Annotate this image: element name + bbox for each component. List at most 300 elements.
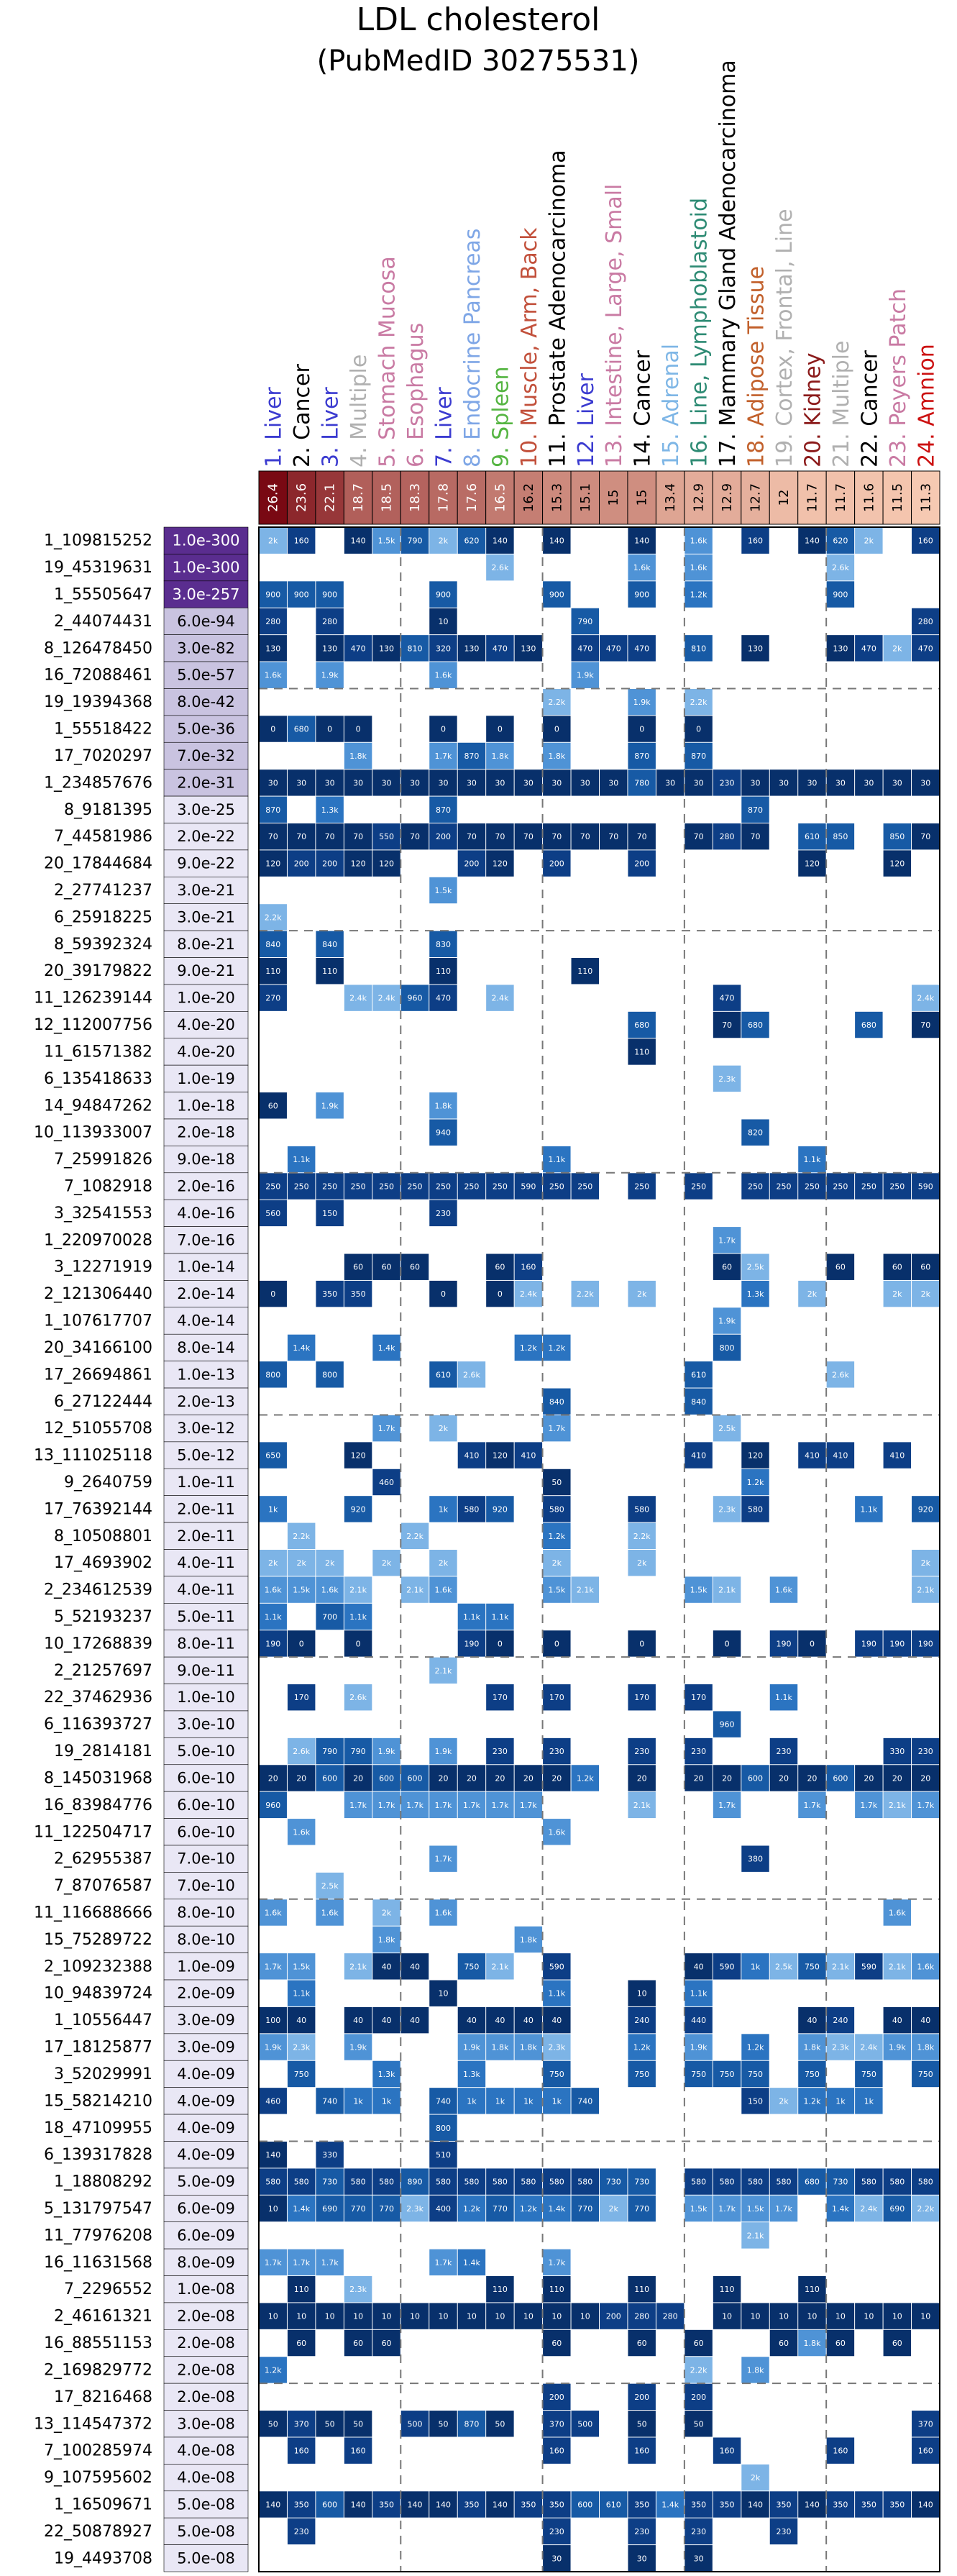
row-label: 20_17844684 — [44, 854, 152, 873]
cell-value: 50 — [693, 2419, 704, 2429]
pvalue-text: 4.0e-11 — [177, 1554, 235, 1572]
column-label: 22. Cancer — [857, 350, 883, 467]
cell-value: 2.6k — [293, 1747, 311, 1757]
score-value: 17.8 — [436, 483, 452, 513]
cell-value: 1.9k — [633, 698, 651, 708]
cell-value: 750 — [804, 2069, 820, 2079]
row-label: 2_44074431 — [54, 612, 152, 631]
column-label: 3. Liver — [318, 387, 344, 467]
pvalue-text: 9.0e-21 — [177, 962, 235, 980]
cell-value: 1.7k — [321, 2257, 339, 2267]
cell-value: 580 — [748, 2177, 764, 2187]
cell-value: 1.2k — [746, 2042, 764, 2052]
cell-value: 20 — [778, 1773, 789, 1783]
cell-value: 230 — [293, 2526, 309, 2536]
cell-value: 240 — [634, 2016, 650, 2026]
row-label: 6_25918225 — [54, 908, 152, 927]
cell-value: 1.9k — [321, 670, 339, 680]
cell-value: 740 — [577, 2096, 593, 2106]
cell-value: 380 — [748, 1854, 764, 1864]
cell-value: 1.6k — [264, 1585, 282, 1595]
cell-value: 30 — [438, 778, 449, 788]
cell-value: 170 — [691, 1693, 707, 1703]
cell-value: 1.5k — [434, 886, 452, 896]
cell-value: 770 — [492, 2203, 508, 2214]
cell-value: 110 — [549, 2285, 564, 2295]
cell-value: 50 — [438, 2419, 449, 2429]
cell-value: 410 — [833, 1451, 848, 1461]
pvalue-text: 5.0e-11 — [177, 1608, 235, 1626]
cell-value: 410 — [691, 1451, 707, 1461]
cell-value: 600 — [322, 1773, 338, 1783]
cell-value: 250 — [293, 1182, 309, 1192]
cell-value: 1.7k — [434, 1800, 452, 1810]
cell-value: 1.9k — [690, 2042, 708, 2052]
cell-value: 870 — [435, 805, 451, 815]
cell-value: 1k — [381, 2096, 392, 2106]
cell-value: 10 — [580, 2311, 590, 2321]
pvalue-text: 1.0e-11 — [177, 1473, 235, 1491]
cell-value: 190 — [776, 1639, 792, 1649]
cell-value: 680 — [293, 724, 309, 734]
cell-value: 370 — [293, 2419, 309, 2429]
cell-value: 410 — [889, 1451, 905, 1461]
row-label: 13_114547372 — [34, 2415, 152, 2434]
row-label: 1_18808292 — [54, 2173, 152, 2191]
cell-value: 920 — [492, 1504, 508, 1515]
pvalue-text: 2.0e-08 — [177, 2307, 235, 2325]
cell-value: 580 — [748, 1504, 764, 1515]
cell-value: 280 — [322, 616, 338, 626]
cell-value: 2.1k — [746, 2231, 764, 2241]
cell-value: 870 — [634, 751, 650, 761]
cell-value: 140 — [350, 536, 366, 546]
score-value: 15 — [606, 489, 622, 506]
cell-value: 10 — [920, 2311, 931, 2321]
cell-value: 2.1k — [831, 1962, 849, 1972]
cell-value: 250 — [435, 1182, 451, 1192]
cell-value: 30 — [750, 778, 761, 788]
pvalue-text: 6.0e-94 — [177, 612, 235, 630]
pvalue-text: 1.0e-10 — [177, 1689, 235, 1707]
cell-value: 1.1k — [293, 1155, 311, 1165]
cell-value: 2k — [268, 1558, 278, 1568]
cell-value: 350 — [719, 2500, 735, 2510]
cell-value: 120 — [379, 859, 395, 869]
cell-value: 0 — [724, 1639, 730, 1649]
cell-value: 2.1k — [434, 1666, 452, 1676]
cell-value: 10 — [410, 2311, 421, 2321]
cell-value: 1.2k — [264, 2365, 282, 2375]
pvalue-text: 7.0e-32 — [177, 746, 235, 764]
pvalue-text: 3.0e-12 — [177, 1420, 235, 1438]
score-value: 11.7 — [805, 483, 820, 513]
cell-value: 70 — [353, 832, 364, 842]
cell-value: 140 — [748, 2500, 764, 2510]
cell-value: 2.1k — [491, 1962, 509, 1972]
cell-value: 70 — [722, 1020, 733, 1031]
cell-value: 250 — [549, 1182, 564, 1192]
row-label: 19_19394368 — [44, 693, 152, 712]
cell-value: 250 — [804, 1182, 820, 1192]
cell-value: 1.4k — [831, 2203, 849, 2214]
cell-value: 60 — [495, 1262, 505, 1272]
row-label: 19_2814181 — [54, 1743, 152, 1761]
pvalue-text: 6.0e-10 — [177, 1769, 235, 1787]
cell-value: 2.1k — [917, 1585, 935, 1595]
cell-value: 110 — [634, 2285, 650, 2295]
pvalue-text: 6.0e-10 — [177, 1823, 235, 1841]
cell-value: 1.3k — [746, 1289, 764, 1300]
cell-value: 30 — [807, 778, 818, 788]
cell-value: 20 — [466, 1773, 477, 1783]
cell-value: 10 — [892, 2311, 902, 2321]
cell-value: 1.9k — [321, 1101, 339, 1111]
cell-value: 2.4k — [377, 993, 395, 1003]
row-label: 7_100285974 — [44, 2442, 152, 2460]
cell-value: 230 — [776, 1747, 792, 1757]
pvalue-text: 8.0e-10 — [177, 1930, 235, 1948]
row-label: 8_126478450 — [44, 639, 152, 658]
cell-value: 110 — [577, 967, 593, 977]
cell-value: 900 — [322, 590, 338, 600]
cell-value: 30 — [495, 778, 505, 788]
cell-value: 2k — [551, 1558, 562, 1568]
cell-value: 1.4k — [463, 2257, 480, 2267]
cell-value: 1.7k — [718, 1800, 736, 1810]
cell-value: 160 — [917, 536, 933, 546]
cell-value: 850 — [889, 832, 905, 842]
cell-value: 600 — [833, 1773, 848, 1783]
cell-value: 770 — [350, 2203, 366, 2214]
cell-value: 1.1k — [775, 1693, 792, 1703]
cell-value: 70 — [920, 1020, 931, 1031]
cell-value: 200 — [605, 2311, 621, 2321]
cell-value: 160 — [917, 2446, 933, 2456]
row-label: 2_234612539 — [44, 1581, 152, 1599]
cell-value: 600 — [748, 1773, 764, 1783]
column-label: 18. Adipose Tissue — [743, 265, 769, 467]
cell-value: 60 — [920, 1262, 931, 1272]
cell-value: 70 — [636, 832, 647, 842]
cell-value: 50 — [495, 2419, 505, 2429]
cell-value: 170 — [293, 1693, 309, 1703]
cell-value: 740 — [435, 2096, 451, 2106]
cell-value: 1.7k — [264, 1962, 282, 1972]
cell-value: 250 — [464, 1182, 480, 1192]
cell-value: 500 — [577, 2419, 593, 2429]
cell-value: 1.2k — [746, 1477, 764, 1487]
score-value: 11.5 — [889, 483, 905, 513]
cell-value: 2.1k — [576, 1585, 594, 1595]
row-label: 17_18125877 — [44, 2038, 152, 2057]
pvalue-text: 2.0e-08 — [177, 2388, 235, 2406]
row-label: 1_107617707 — [44, 1312, 152, 1330]
cell-value: 1.5k — [377, 536, 395, 546]
cell-value: 1.1k — [349, 1612, 367, 1622]
cell-value: 120 — [350, 859, 366, 869]
cell-value: 1.7k — [548, 2257, 566, 2267]
cell-value: 20 — [892, 1773, 902, 1783]
cell-value: 350 — [833, 2500, 848, 2510]
cell-value: 20 — [636, 1773, 647, 1783]
cell-value: 1.9k — [349, 2042, 367, 2052]
row-label: 10_113933007 — [34, 1123, 152, 1142]
cell-value: 190 — [861, 1639, 876, 1649]
cell-value: 2.2k — [917, 2203, 935, 2214]
cell-value: 70 — [410, 832, 421, 842]
cell-value: 1.6k — [321, 1908, 339, 1918]
cell-value: 230 — [776, 2526, 792, 2536]
cell-value: 610 — [435, 1370, 451, 1380]
pvalue-text: 2.0e-09 — [177, 1984, 235, 2002]
cell-value: 730 — [833, 2177, 848, 2187]
cell-value: 1k — [835, 2096, 846, 2106]
cell-value: 50 — [551, 1477, 562, 1487]
cell-value: 110 — [265, 967, 281, 977]
cell-value: 1.3k — [377, 2069, 395, 2079]
row-label: 16_88551153 — [44, 2334, 152, 2353]
pvalue-text: 8.0e-42 — [177, 693, 235, 711]
cell-value: 30 — [267, 778, 278, 788]
cell-value: 800 — [322, 1370, 338, 1380]
pvalue-text: 8.0e-09 — [177, 2253, 235, 2271]
cell-value: 1k — [438, 1504, 449, 1515]
cell-value: 350 — [889, 2500, 905, 2510]
cell-value: 1.2k — [548, 1343, 566, 1353]
pvalue-text: 4.0e-20 — [177, 1016, 235, 1034]
pvalue-text: 4.0e-08 — [177, 2442, 235, 2459]
cell-value: 1.7k — [463, 1800, 480, 1810]
cell-value: 170 — [492, 1693, 508, 1703]
row-label: 1_55505647 — [54, 585, 152, 604]
pvalue-text: 5.0e-08 — [177, 2495, 235, 2513]
cell-value: 230 — [435, 1208, 451, 1218]
row-label: 6_116393727 — [44, 1715, 152, 1734]
cell-value: 1.2k — [576, 1773, 594, 1783]
cell-value: 1.4k — [293, 2203, 311, 2214]
cell-value: 10 — [835, 2311, 846, 2321]
column-label: 8. Endocrine Pancreas — [459, 228, 485, 467]
row-label: 11_61571382 — [44, 1043, 152, 1061]
cell-value: 2k — [324, 1558, 335, 1568]
cell-value: 1.7k — [406, 1800, 423, 1810]
cell-value: 840 — [322, 939, 338, 949]
pvalue-text: 9.0e-18 — [177, 1151, 235, 1169]
cell-value: 110 — [804, 2285, 820, 2295]
cell-value: 40 — [381, 2016, 392, 2026]
row-label: 20_34166100 — [44, 1338, 152, 1357]
pvalue-text: 2.0e-18 — [177, 1123, 235, 1141]
cell-value: 0 — [497, 1289, 503, 1300]
cell-value: 10 — [267, 2311, 278, 2321]
row-label: 2_109232388 — [44, 1958, 152, 1976]
cell-value: 580 — [719, 2177, 735, 2187]
cell-value: 250 — [691, 1182, 707, 1192]
cell-value: 770 — [634, 2203, 650, 2214]
cell-value: 70 — [551, 832, 562, 842]
pvalue-text: 1.0e-18 — [177, 1097, 235, 1115]
cell-value: 2.5k — [321, 1881, 339, 1891]
cell-value: 20 — [267, 1773, 278, 1783]
pvalue-text: 4.0e-09 — [177, 2065, 235, 2083]
row-label: 3_52029991 — [54, 2065, 152, 2083]
cell-value: 580 — [492, 2177, 508, 2187]
cell-value: 190 — [464, 1639, 480, 1649]
row-label: 2_27741237 — [54, 882, 152, 900]
cell-value: 700 — [322, 1612, 338, 1622]
cell-value: 40 — [466, 2016, 477, 2026]
cell-value: 200 — [322, 859, 338, 869]
cell-value: 20 — [296, 1773, 307, 1783]
cell-value: 2.2k — [293, 1531, 311, 1541]
cell-value: 350 — [379, 2500, 395, 2510]
cell-value: 470 — [634, 644, 650, 654]
cell-value: 1.6k — [321, 1585, 339, 1595]
cell-value: 790 — [577, 616, 593, 626]
cell-value: 30 — [551, 2554, 562, 2564]
row-label: 17_26694861 — [44, 1366, 152, 1384]
cell-value: 190 — [889, 1639, 905, 1649]
cell-value: 70 — [523, 832, 534, 842]
cell-value: 750 — [549, 2069, 564, 2079]
cell-value: 230 — [634, 1747, 650, 1757]
cell-value: 1.6k — [917, 1962, 935, 1972]
cell-value: 1k — [353, 2096, 363, 2106]
cell-value: 250 — [322, 1182, 338, 1192]
cell-value: 1.9k — [264, 2042, 282, 2052]
cell-value: 750 — [804, 1962, 820, 1972]
cell-value: 0 — [298, 1639, 304, 1649]
row-label: 17_4693902 — [54, 1554, 152, 1573]
cell-value: 40 — [693, 1962, 704, 1972]
row-label: 16_72088461 — [44, 666, 152, 685]
cell-value: 30 — [665, 778, 676, 788]
row-label: 2_46161321 — [54, 2307, 152, 2326]
cell-value: 850 — [833, 832, 848, 842]
cell-value: 800 — [435, 2123, 451, 2133]
cell-value: 1.8k — [746, 2365, 764, 2375]
cell-value: 580 — [464, 2177, 480, 2187]
pvalue-text: 5.0e-10 — [177, 1743, 235, 1760]
cell-value: 70 — [608, 832, 619, 842]
cell-value: 250 — [833, 1182, 848, 1192]
cell-value: 470 — [719, 993, 735, 1003]
cell-value: 20 — [353, 1773, 364, 1783]
column-label: 6. Esophagus — [403, 322, 429, 467]
row-label: 22_37462936 — [44, 1689, 152, 1707]
cell-value: 590 — [917, 1182, 933, 1192]
cell-value: 30 — [608, 778, 619, 788]
pvalue-text: 4.0e-09 — [177, 2119, 235, 2137]
cell-value: 780 — [634, 778, 650, 788]
cell-value: 2.5k — [746, 1262, 764, 1272]
cell-value: 70 — [296, 832, 307, 842]
cell-value: 70 — [466, 832, 477, 842]
cell-value: 200 — [634, 859, 650, 869]
score-value: 15 — [634, 489, 650, 506]
cell-value: 230 — [691, 1747, 707, 1757]
cell-value: 1.1k — [264, 1612, 282, 1622]
cell-value: 1k — [523, 2096, 534, 2106]
row-label: 8_145031968 — [44, 1769, 152, 1788]
cell-value: 230 — [917, 1747, 933, 1757]
cell-value: 30 — [353, 778, 364, 788]
cell-value: 140 — [350, 2500, 366, 2510]
cell-value: 0 — [270, 1289, 276, 1300]
pvalue-text: 7.0e-10 — [177, 1877, 235, 1895]
cell-value: 2.6k — [349, 1693, 367, 1703]
column-score-row — [259, 471, 940, 524]
cell-value: 20 — [523, 1773, 534, 1783]
row-label: 16_83984776 — [44, 1796, 152, 1814]
column-label: 16. Line, Lymphoblastoid — [687, 197, 713, 467]
column-label: 17. Mammary Gland Adenocarcinoma — [715, 60, 741, 467]
cell-value: 200 — [293, 859, 309, 869]
cell-value: 750 — [917, 2069, 933, 2079]
score-value: 12.7 — [748, 483, 764, 513]
cell-value: 60 — [267, 1101, 278, 1111]
cell-value: 2k — [807, 1289, 818, 1300]
row-label: 12_51055708 — [44, 1420, 152, 1438]
cell-value: 50 — [353, 2419, 364, 2429]
row-label: 3_12271919 — [54, 1258, 152, 1276]
cell-value: 140 — [407, 2500, 423, 2510]
cell-value: 1k — [864, 2096, 874, 2106]
cell-value: 70 — [495, 832, 505, 842]
row-label: 2_169829772 — [44, 2361, 152, 2380]
pvalue-text: 2.0e-16 — [177, 1177, 235, 1195]
score-value: 12 — [776, 489, 792, 506]
pvalue-text: 3.0e-09 — [177, 2011, 235, 2029]
row-label: 11_126239144 — [34, 989, 152, 1008]
cell-value: 820 — [748, 1128, 764, 1138]
cell-value: 1.8k — [548, 751, 566, 761]
pvalue-text: 1.0e-14 — [177, 1258, 235, 1276]
cell-value: 1.7k — [377, 1800, 395, 1810]
cell-value: 350 — [293, 2500, 309, 2510]
cell-value: 460 — [265, 2096, 281, 2106]
row-label: 7_25991826 — [54, 1151, 152, 1169]
pvalue-text: 8.0e-10 — [177, 1904, 235, 1922]
cell-value: 900 — [435, 590, 451, 600]
cell-value: 610 — [804, 832, 820, 842]
cell-value: 110 — [634, 1047, 650, 1057]
cell-value: 1.7k — [548, 1424, 566, 1434]
cell-value: 730 — [605, 2177, 621, 2187]
row-label: 15_58214210 — [44, 2092, 152, 2111]
pvalue-text: 5.0e-08 — [177, 2522, 235, 2540]
cell-value: 890 — [407, 2177, 423, 2187]
cell-value: 2k — [381, 1908, 392, 1918]
score-value: 11.6 — [861, 483, 877, 513]
cell-value: 0 — [497, 724, 503, 734]
pvalue-text: 1.0e-08 — [177, 2280, 235, 2298]
cell-value: 690 — [322, 2203, 338, 2214]
cell-value: 10 — [722, 2311, 733, 2321]
cell-value: 1.7k — [377, 1424, 395, 1434]
cell-value: 1.2k — [519, 1343, 537, 1353]
cell-value: 1.1k — [803, 1155, 821, 1165]
pvalue-text: 4.0e-08 — [177, 2469, 235, 2487]
cell-value: 70 — [750, 832, 761, 842]
row-label: 19_45319631 — [44, 559, 152, 577]
cell-value: 770 — [577, 2203, 593, 2214]
column-label: 9. Spleen — [488, 366, 514, 467]
cell-value: 1.8k — [519, 1935, 537, 1945]
score-value: 12.9 — [720, 483, 736, 513]
cell-value: 370 — [917, 2419, 933, 2429]
